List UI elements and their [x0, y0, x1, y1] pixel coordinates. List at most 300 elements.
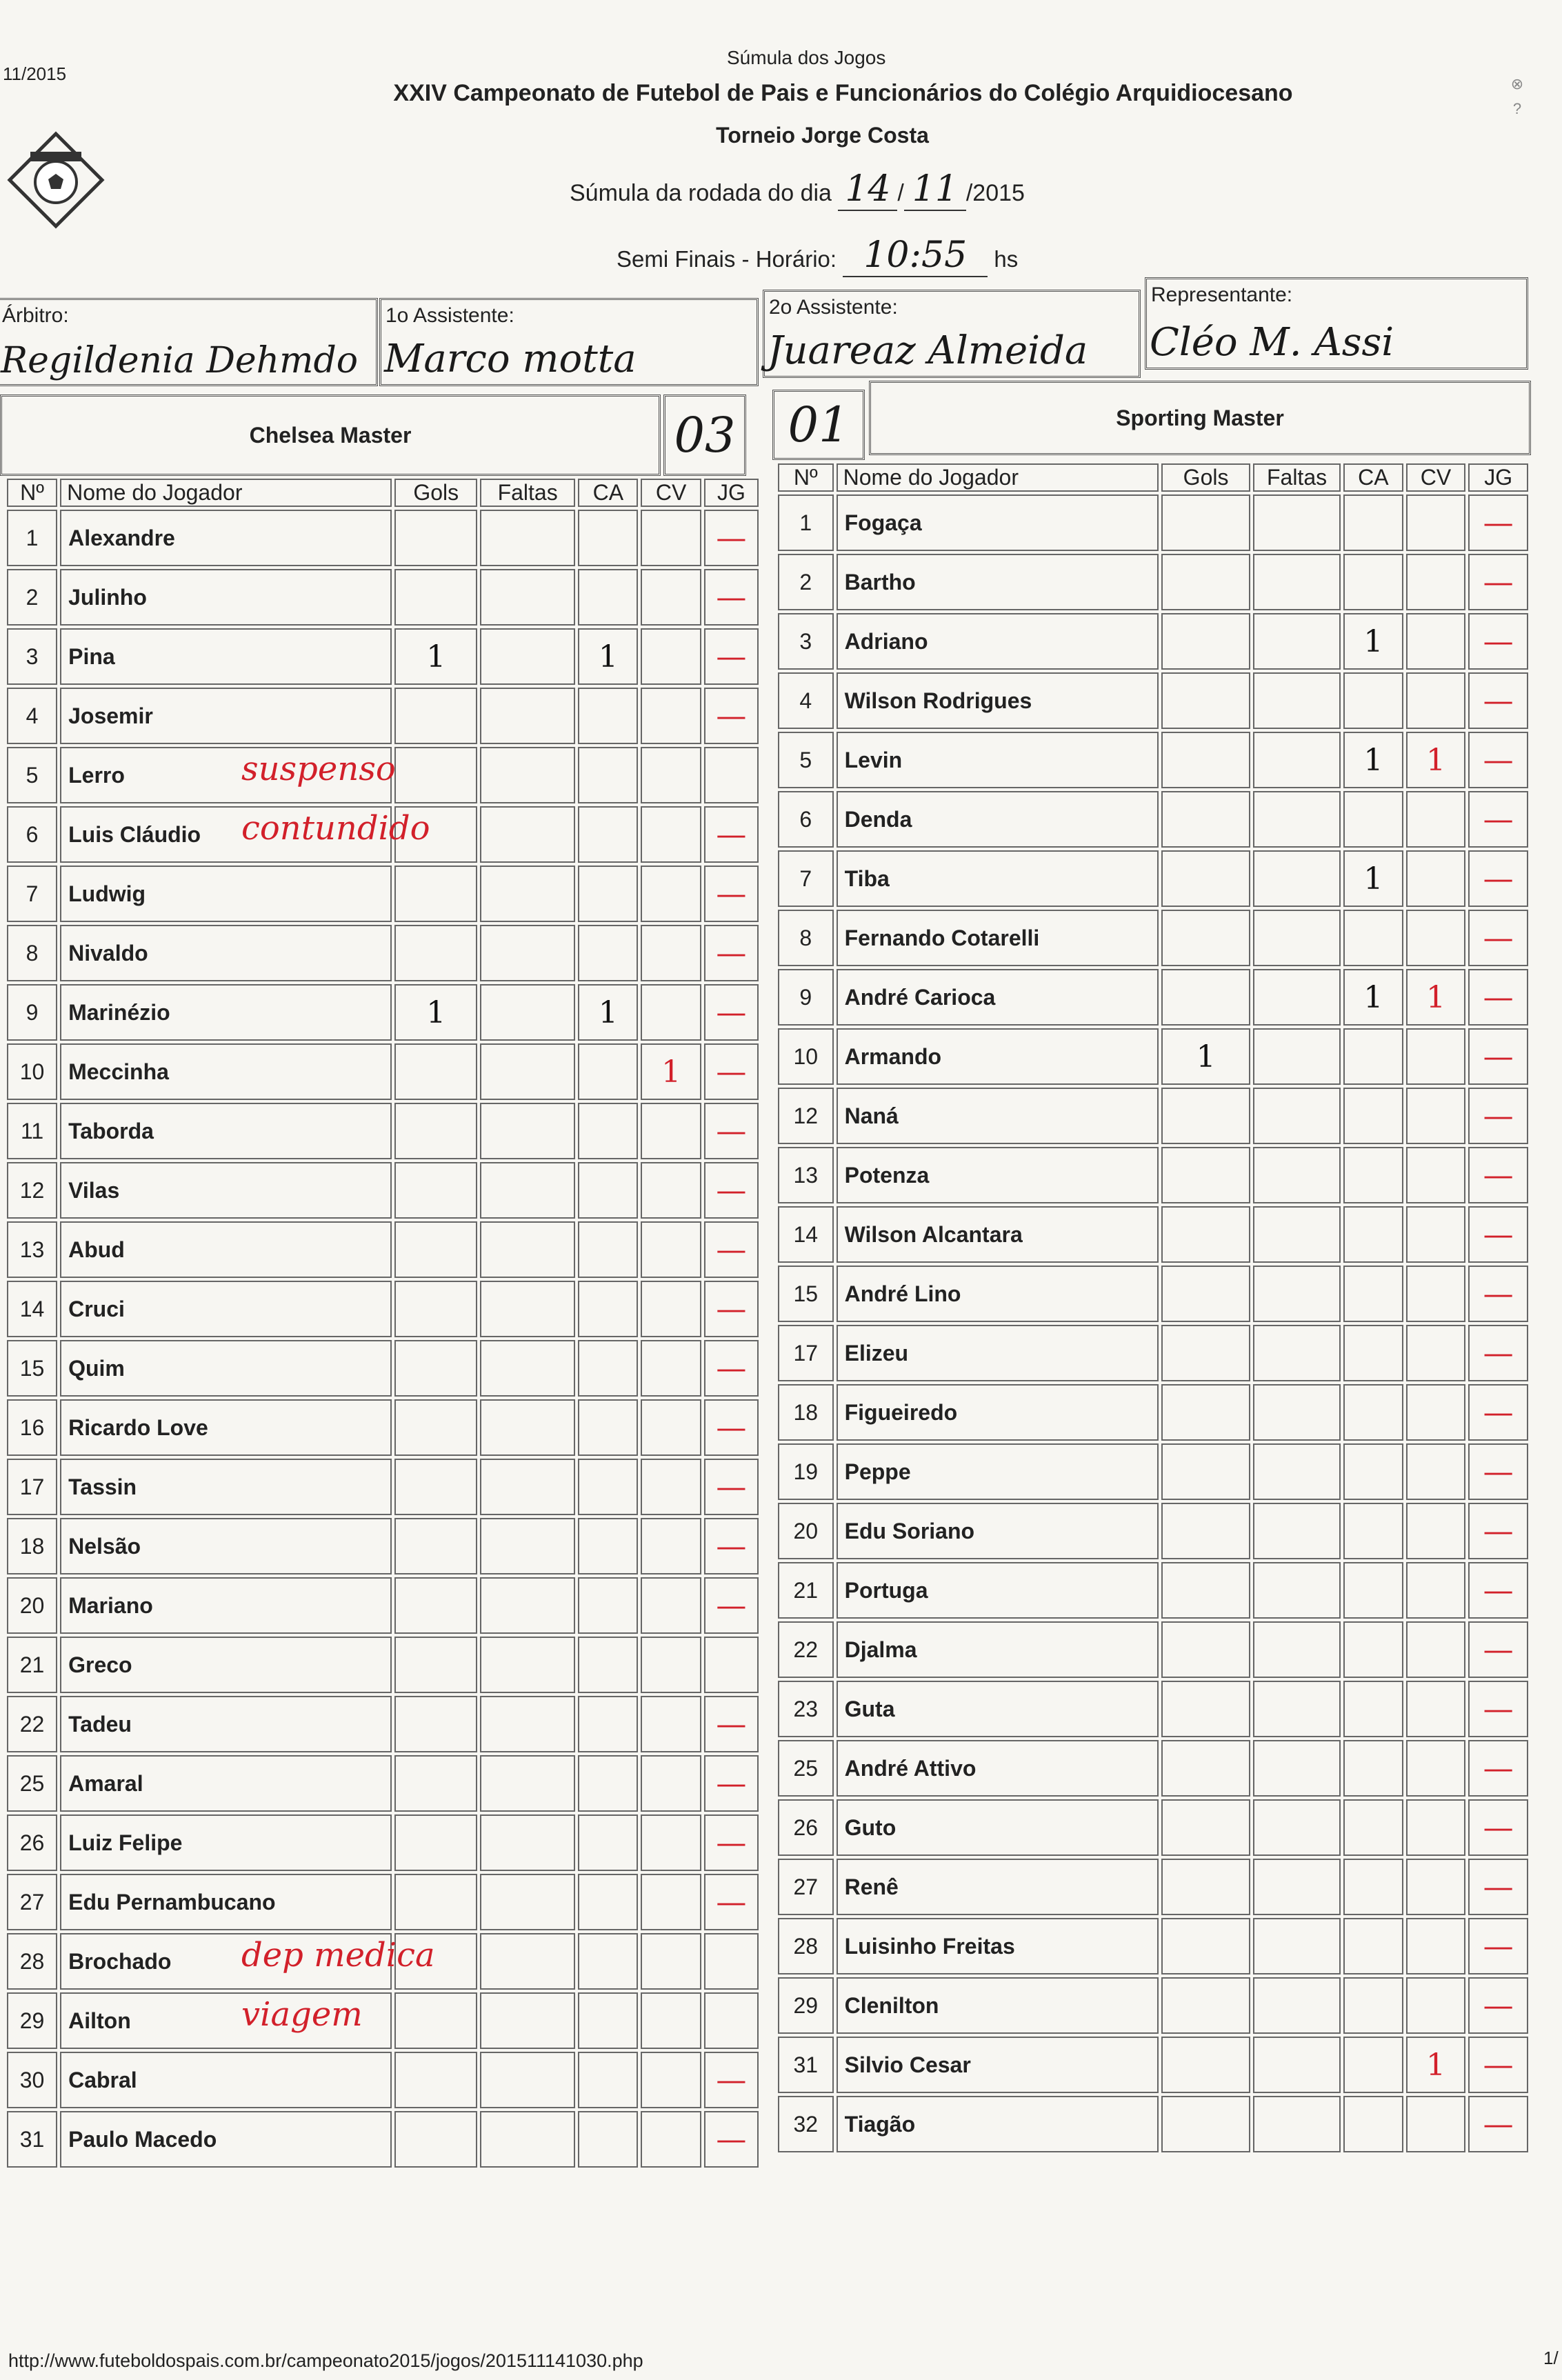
player-yellow-card [1343, 1028, 1403, 1085]
player-played-mark: — [1483, 1335, 1514, 1371]
player-yellow-card-mark [1345, 1267, 1402, 1321]
player-red-card [641, 866, 701, 922]
player-red-card-mark [1408, 911, 1465, 965]
player-red-card [641, 747, 701, 803]
player-red-card [641, 1043, 701, 1100]
player-red-card [641, 1281, 701, 1337]
player-name: Elizeu [837, 1325, 1159, 1381]
player-row [7, 984, 759, 1041]
player-fouls [480, 747, 575, 803]
player-fouls-mark [1254, 1208, 1339, 1261]
player-fouls [480, 2052, 575, 2108]
player-yellow-card [578, 1992, 638, 2049]
player-name: André Attivo [837, 1740, 1159, 1797]
player-name: Cabral [60, 2052, 392, 2108]
player-goals-mark [1163, 2097, 1249, 2151]
player-row [778, 732, 1528, 788]
player-goals-mark [396, 1223, 476, 1277]
player-played [704, 1103, 759, 1159]
player-played-mark: — [1483, 742, 1514, 778]
player-played [704, 1518, 759, 1574]
player-row [778, 850, 1528, 907]
player-name: Abud [60, 1221, 392, 1278]
player-fouls-mark [1254, 792, 1339, 846]
player-goals-mark [396, 1282, 476, 1336]
player-number: 10 [7, 1043, 57, 1100]
player-played-mark: — [716, 1469, 747, 1505]
player-yellow-card [1343, 1562, 1403, 1619]
player-goals [1161, 1740, 1250, 1797]
player-goals [1161, 672, 1250, 729]
player-played [1468, 1503, 1528, 1559]
player-yellow-card [578, 1518, 638, 1574]
representative-box [1145, 277, 1528, 370]
player-red-card [1406, 672, 1466, 729]
player-row [778, 1384, 1528, 1441]
player-fouls-mark [1254, 1386, 1339, 1439]
player-fouls [1253, 1977, 1341, 2034]
player-goals-mark [1163, 674, 1249, 728]
referee-label: Árbitro: [2, 304, 69, 327]
player-row [7, 569, 759, 626]
player-red-card [1406, 1799, 1466, 1856]
player-played-mark: — [1483, 2106, 1514, 2142]
player-played-mark: — [716, 520, 747, 556]
player-red-card-mark: 1 [1425, 742, 1445, 778]
referee-name: Regildenia Dehmdo [1, 340, 359, 381]
player-played [704, 1577, 759, 1634]
player-played-mark: — [1483, 920, 1514, 956]
player-yellow-card-mark [579, 2112, 637, 2166]
assistant1-name: Marco motta [384, 337, 637, 381]
player-yellow-card [578, 1755, 638, 1812]
player-red-card-mark [642, 1994, 699, 2048]
assistant2-name: Juareaz Almeida [768, 328, 1088, 373]
player-played [1468, 1147, 1528, 1203]
player-yellow-card [578, 866, 638, 922]
player-yellow-card [578, 1162, 638, 1219]
player-row [778, 1918, 1528, 1974]
player-fouls-mark [1254, 1623, 1339, 1677]
player-played-mark: — [1483, 1691, 1514, 1727]
player-number: 29 [7, 1992, 57, 2049]
player-goals-mark [1163, 1563, 1249, 1617]
player-played-mark: — [716, 1884, 747, 1920]
player-fouls [480, 1399, 575, 1456]
player-row [7, 1637, 759, 1693]
player-yellow-card [578, 1814, 638, 1871]
player-played-mark: — [1483, 1276, 1514, 1312]
player-goals [394, 688, 477, 744]
player-red-card [641, 1814, 701, 1871]
player-fouls [480, 1992, 575, 2049]
player-name: Ailton [60, 1992, 392, 2049]
player-yellow-card [578, 2052, 638, 2108]
player-fouls [480, 1696, 575, 1752]
player-name: Guta [837, 1681, 1159, 1737]
player-goals [1161, 1859, 1250, 1915]
player-row [7, 628, 759, 685]
player-goals [1161, 2037, 1250, 2093]
player-red-card-mark [1408, 1919, 1465, 1973]
player-red-card [641, 688, 701, 744]
player-yellow-card-mark [579, 808, 637, 861]
player-played [1468, 910, 1528, 966]
player-played [704, 806, 759, 863]
player-yellow-card-mark [1345, 1979, 1402, 2032]
player-red-card-mark: 1 [661, 1054, 681, 1090]
player-fouls-mark [481, 1163, 574, 1217]
player-red-card [1406, 494, 1466, 551]
player-number: 25 [778, 1740, 834, 1797]
player-row [778, 672, 1528, 729]
player-fouls-mark [1254, 1089, 1339, 1143]
player-row [7, 1043, 759, 1100]
player-number: 17 [7, 1459, 57, 1515]
player-name: Clenilton [837, 1977, 1159, 2034]
player-played-mark: — [1483, 683, 1514, 719]
player-red-card-mark [642, 1163, 699, 1217]
player-played [704, 628, 759, 685]
player-goals [1161, 1088, 1250, 1144]
player-yellow-card-mark [1345, 792, 1402, 846]
player-yellow-card [1343, 554, 1403, 610]
player-red-card-mark [1408, 1326, 1465, 1380]
player-fouls [1253, 1384, 1341, 1441]
player-fouls-mark [481, 1282, 574, 1336]
player-fouls [480, 1162, 575, 1219]
player-goals [1161, 1147, 1250, 1203]
match-time: 10:55 [843, 234, 988, 277]
player-red-card [1406, 1681, 1466, 1737]
player-yellow-card [1343, 1799, 1403, 1856]
player-row [778, 1266, 1528, 1322]
player-red-card-mark [1408, 1504, 1465, 1558]
player-goals [394, 1043, 477, 1100]
player-number: 25 [7, 1755, 57, 1812]
player-goals-mark [1163, 1860, 1249, 1914]
player-yellow-card [578, 747, 638, 803]
player-yellow-card [1343, 672, 1403, 729]
player-red-card [1406, 1088, 1466, 1144]
player-yellow-card [578, 1459, 638, 1515]
player-played-mark: — [1483, 1869, 1514, 1905]
player-row [778, 1443, 1528, 1500]
player-row [7, 1221, 759, 1278]
player-goals-mark [1163, 1801, 1249, 1854]
player-fouls-mark [481, 1757, 574, 1810]
player-yellow-card-mark [1345, 1860, 1402, 1914]
player-row [778, 613, 1528, 670]
handwritten-note: viagem [241, 1995, 363, 2034]
home-roster-table [4, 476, 761, 2170]
player-red-card-mark [642, 808, 699, 861]
player-played [1468, 1028, 1528, 1085]
player-fouls-mark [481, 1401, 574, 1454]
player-number: 3 [778, 613, 834, 670]
player-played-mark: — [716, 1825, 747, 1861]
away-score: 01 [772, 390, 865, 460]
player-row [778, 1977, 1528, 2034]
player-red-card-mark [642, 1460, 699, 1514]
player-name: Guto [837, 1799, 1159, 1856]
player-red-card-mark [1408, 792, 1465, 846]
player-yellow-card [1343, 1384, 1403, 1441]
player-red-card-mark [1408, 1682, 1465, 1736]
player-played [1468, 1977, 1528, 2034]
player-name: Tiagão [837, 2096, 1159, 2152]
assistant1-box [379, 298, 759, 386]
player-row [778, 910, 1528, 966]
player-fouls [1253, 1443, 1341, 1500]
player-fouls-mark [1254, 1919, 1339, 1973]
player-played-mark: — [1483, 1039, 1514, 1074]
player-yellow-card-mark [579, 689, 637, 743]
player-yellow-card-mark [1345, 1741, 1402, 1795]
player-name: Luis Cláudio [60, 806, 392, 863]
player-played [704, 2052, 759, 2108]
player-yellow-card-mark [579, 1401, 637, 1454]
player-red-card [1406, 732, 1466, 788]
player-goals [394, 747, 477, 803]
player-fouls [1253, 1206, 1341, 1263]
player-played-mark: — [716, 1410, 747, 1446]
home-score: 03 [663, 394, 746, 476]
player-row [778, 1147, 1528, 1203]
player-played-mark: — [1483, 801, 1514, 837]
player-played-mark: — [1483, 979, 1514, 1015]
player-red-card-mark: 1 [1425, 2047, 1445, 2083]
player-fouls [1253, 1325, 1341, 1381]
player-red-card-mark: 1 [1425, 979, 1445, 1015]
player-row [7, 1577, 759, 1634]
player-row [7, 1518, 759, 1574]
player-yellow-card [578, 925, 638, 981]
player-played-mark: — [1483, 1394, 1514, 1430]
player-yellow-card [578, 806, 638, 863]
player-yellow-card-mark [579, 1460, 637, 1514]
player-name: Djalma [837, 1621, 1159, 1678]
player-goals [394, 1281, 477, 1337]
player-red-card-mark [1408, 1445, 1465, 1499]
player-name: Luiz Felipe [60, 1814, 392, 1871]
player-played [1468, 554, 1528, 610]
player-number: 31 [778, 2037, 834, 2093]
player-fouls [480, 925, 575, 981]
player-name: Denda [837, 791, 1159, 848]
player-goals-mark [1163, 555, 1249, 609]
player-fouls [1253, 1621, 1341, 1678]
player-fouls [1253, 672, 1341, 729]
player-red-card-mark [1408, 1386, 1465, 1439]
player-played [1468, 1918, 1528, 1974]
player-goals [1161, 1266, 1250, 1322]
player-red-card-mark [642, 511, 699, 565]
player-yellow-card-mark [579, 2053, 637, 2107]
player-yellow-card-mark [1345, 1148, 1402, 1202]
player-red-card [641, 1103, 701, 1159]
player-goals [1161, 791, 1250, 848]
player-played-mark: — [716, 1706, 747, 1742]
player-fouls-mark [1254, 1563, 1339, 1617]
player-name: Portuga [837, 1562, 1159, 1619]
player-row [778, 1799, 1528, 1856]
player-number: 29 [778, 1977, 834, 2034]
player-fouls [1253, 1562, 1341, 1619]
player-yellow-card-mark [1345, 1919, 1402, 1973]
player-name: Silvio Cesar [837, 2037, 1159, 2093]
player-fouls [1253, 1503, 1341, 1559]
player-red-card-mark [642, 1282, 699, 1336]
player-goals [394, 1992, 477, 2049]
player-red-card-mark [1408, 1030, 1465, 1083]
player-played [704, 1637, 759, 1693]
player-yellow-card-mark [579, 1579, 637, 1632]
player-goals-mark [1163, 1089, 1249, 1143]
player-played [704, 688, 759, 744]
player-fouls-mark [1254, 911, 1339, 965]
player-played [704, 1874, 759, 1930]
player-red-card [641, 1992, 701, 2049]
player-played-mark: — [716, 1054, 747, 1090]
player-goals [1161, 1977, 1250, 2034]
player-played [704, 747, 759, 803]
player-row [778, 1621, 1528, 1678]
player-fouls-mark [481, 748, 574, 802]
player-played [704, 1281, 759, 1337]
player-red-card [1406, 2096, 1466, 2152]
col-ca: CA [578, 479, 638, 507]
player-yellow-card [1343, 1088, 1403, 1144]
player-number: 10 [778, 1028, 834, 1085]
player-number: 1 [7, 510, 57, 566]
player-fouls [1253, 1147, 1341, 1203]
player-red-card [1406, 1266, 1466, 1322]
player-red-card [641, 984, 701, 1041]
player-yellow-card [578, 569, 638, 626]
player-number: 23 [778, 1681, 834, 1737]
player-played [704, 1043, 759, 1100]
away-team-name: Sporting Master [869, 381, 1531, 455]
player-number: 27 [7, 1874, 57, 1930]
player-goals [394, 1577, 477, 1634]
player-played [704, 1459, 759, 1515]
player-played [1468, 850, 1528, 907]
player-name: Amaral [60, 1755, 392, 1812]
player-number: 31 [7, 2111, 57, 2168]
player-played [1468, 732, 1528, 788]
player-goals [1161, 1799, 1250, 1856]
player-fouls-mark [1254, 1326, 1339, 1380]
player-goals-mark [396, 689, 476, 743]
player-played [1468, 613, 1528, 670]
player-yellow-card [1343, 1918, 1403, 1974]
player-fouls [1253, 1088, 1341, 1144]
player-played [1468, 672, 1528, 729]
player-yellow-card [1343, 1266, 1403, 1322]
player-yellow-card-mark [579, 1341, 637, 1395]
col-num: Nº [7, 479, 57, 507]
player-red-card-mark [642, 1757, 699, 1810]
player-fouls-mark [1254, 2038, 1339, 2092]
player-fouls-mark [481, 1045, 574, 1099]
player-goals [1161, 1503, 1250, 1559]
player-fouls [480, 1103, 575, 1159]
player-name: Julinho [60, 569, 392, 626]
player-red-card [1406, 1621, 1466, 1678]
player-red-card-mark [642, 1934, 699, 1988]
player-number: 14 [7, 1281, 57, 1337]
player-played-mark [705, 748, 757, 802]
player-yellow-card-mark [579, 1163, 637, 1217]
player-number: 12 [778, 1088, 834, 1144]
player-number: 20 [778, 1503, 834, 1559]
player-name: André Carioca [837, 969, 1159, 1026]
player-fouls-mark [1254, 2097, 1339, 2151]
player-goals [1161, 2096, 1250, 2152]
col-cv: CV [641, 479, 701, 507]
player-played [1468, 1325, 1528, 1381]
player-played-mark: — [1483, 1572, 1514, 1608]
player-goals-mark [1163, 911, 1249, 965]
player-goals-mark [396, 1519, 476, 1573]
player-goals [394, 1755, 477, 1812]
player-name: Nelsão [60, 1518, 392, 1574]
player-number: 1 [778, 494, 834, 551]
home-team-name: Chelsea Master [0, 394, 661, 476]
player-goals [1161, 1443, 1250, 1500]
player-red-card-mark [1408, 852, 1465, 906]
player-goals-mark: 1 [1196, 1039, 1216, 1074]
player-fouls-mark [1254, 1267, 1339, 1321]
player-goals [394, 1696, 477, 1752]
player-row [778, 494, 1528, 551]
player-fouls [480, 984, 575, 1041]
player-goals-mark [1163, 496, 1249, 550]
player-played [704, 2111, 759, 2168]
player-goals-mark [1163, 970, 1249, 1024]
player-red-card-mark [642, 1579, 699, 1632]
player-fouls-mark [481, 1460, 574, 1514]
player-goals [1161, 1562, 1250, 1619]
player-yellow-card-mark: 1 [1363, 861, 1383, 897]
player-yellow-card-mark [1345, 1326, 1402, 1380]
player-played-mark [705, 1934, 757, 1988]
player-played [1468, 1384, 1528, 1441]
player-played-mark: — [716, 1588, 747, 1623]
player-fouls-mark [1254, 496, 1339, 550]
player-fouls-mark [481, 1579, 574, 1632]
player-goals-mark [396, 867, 476, 921]
player-fouls-mark [1254, 1860, 1339, 1914]
player-name: Josemir [60, 688, 392, 744]
player-played-mark: — [716, 1232, 747, 1268]
player-name: Quim [60, 1340, 392, 1397]
player-red-card [641, 806, 701, 863]
player-played-mark: — [1483, 2047, 1514, 2083]
player-goals [394, 1459, 477, 1515]
player-fouls-mark [1254, 733, 1339, 787]
player-fouls [1253, 554, 1341, 610]
player-played [704, 866, 759, 922]
player-fouls-mark [481, 630, 574, 683]
player-row [778, 791, 1528, 848]
player-row [778, 1740, 1528, 1797]
player-fouls-mark [481, 1223, 574, 1277]
player-red-card [1406, 2037, 1466, 2093]
player-goals [394, 1103, 477, 1159]
player-fouls [480, 1637, 575, 1693]
